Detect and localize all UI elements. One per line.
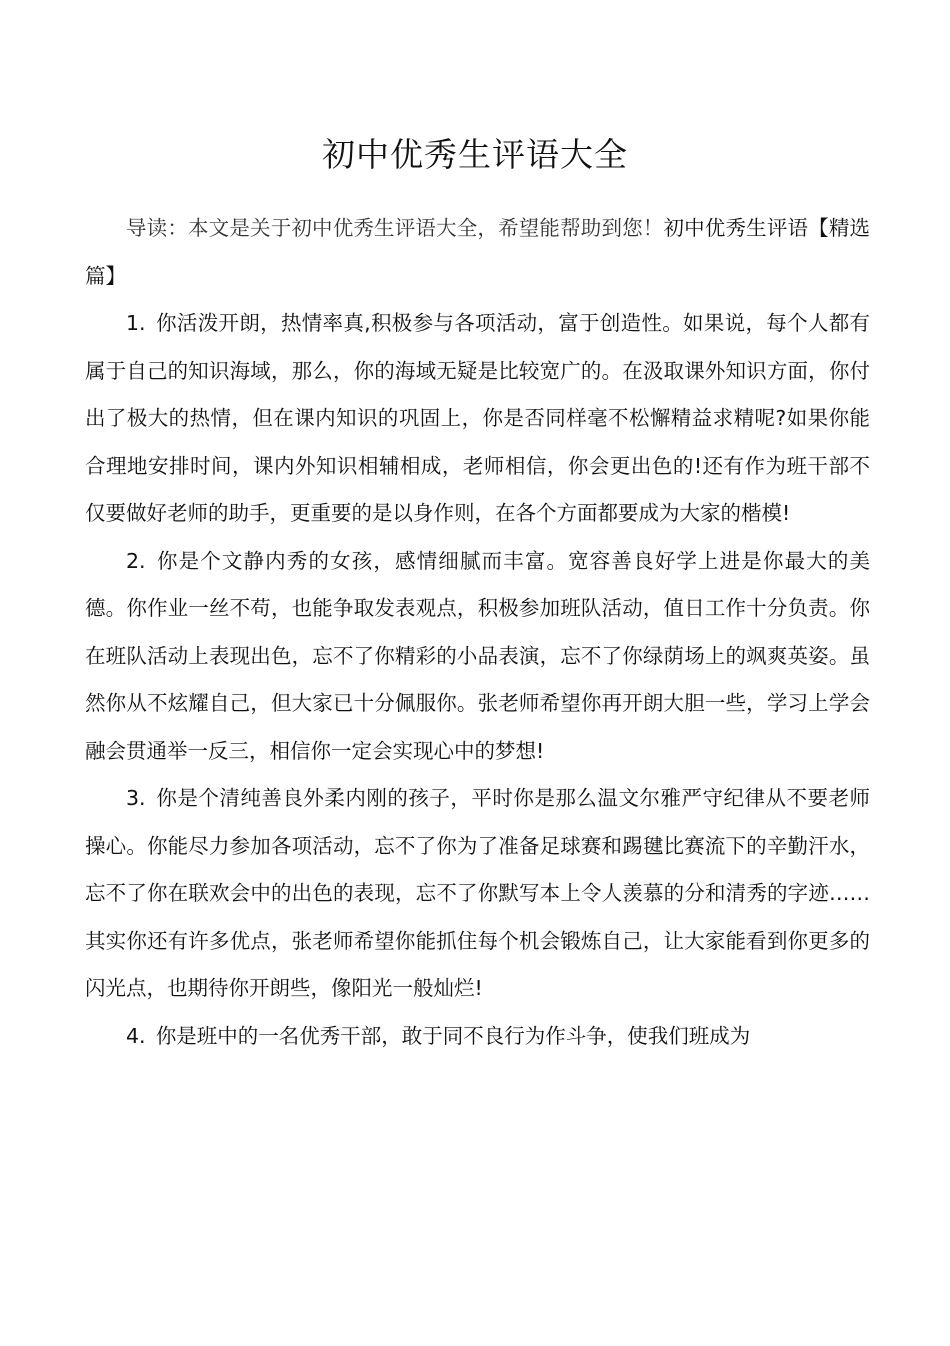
paragraph-number: 4. <box>126 1023 146 1048</box>
paragraph-number: 1. <box>126 311 146 335</box>
intro-tail: 初中优秀生评语【精选篇】 <box>85 216 871 288</box>
comment-paragraph-2 <box>85 538 870 776</box>
comment-paragraph-1 <box>85 300 870 538</box>
intro-paragraph <box>85 205 870 300</box>
paragraph-text: 你活泼开朗，热情率真,积极参与各项活动，富于创造性。如果说，每个人都有属于自己的知识海域，那么，你的海域无疑是比较宽广的。在汲取课外知识方面，你付出了极大的热情，但在课内知识的巩固上，你是否同样毫不松懈精益求精呢?如果你能合理地安排时间，课内外知识相辅相成，老师相信，你会更出色的!还有作为班干部不仅要做好老师的助手，更重要的是以身作则，在各个方面都要成为大家的楷模! <box>85 311 870 525</box>
paragraph-text: 你是班中的一名优秀干部，敢于同不良行为作斗争，使我们班成为 <box>155 1023 751 1048</box>
intro-lead: 导读：本文是关于初中优秀生评语大全，希望能帮助到您！ <box>126 216 664 240</box>
paragraph-text: 你是个清纯善良外柔内刚的孩子，平时你是那么温文尔雅严守纪律从不要老师操心。你能尽力参加各项活动，忘不了你为了准备足球赛和踢毽比赛流下的辛勤汗水，忘不了你在联欢会中的出色的表现，忘不了你默写本上令人羡慕的分和清秀的字迹……其实你还有许多优点，张老师希望你能抓住每个机会锻炼自己，让大家能看到你更多的闪光点，也期待你开朗些，像阳光一般灿烂! <box>85 786 870 1000</box>
document-title: 初中优秀生评语大全 <box>322 135 628 174</box>
paragraph-number: 3. <box>126 786 146 810</box>
paragraph-number: 2. <box>126 548 146 573</box>
comment-paragraph-3 <box>85 775 870 1013</box>
document-body <box>85 205 870 1060</box>
paragraph-text: 你是个文静内秀的女孩，感情细腻而丰富。宽容善良好学上进是你最大的美德。你作业一丝不苟，也能争取发表观点，积极参加班队活动，值日工作十分负责。你在班队活动上表现出色，忘不了你精彩的小品表演，忘不了你绿荫场上的飒爽英姿。虽然你从不炫耀自己，但大家已十分佩服你。张老师希望你再开朗大胆一些，学习上学会融会贯通举一反三，相信你一定会实现心中的梦想! <box>85 548 870 763</box>
comment-paragraph-4 <box>85 1013 870 1061</box>
